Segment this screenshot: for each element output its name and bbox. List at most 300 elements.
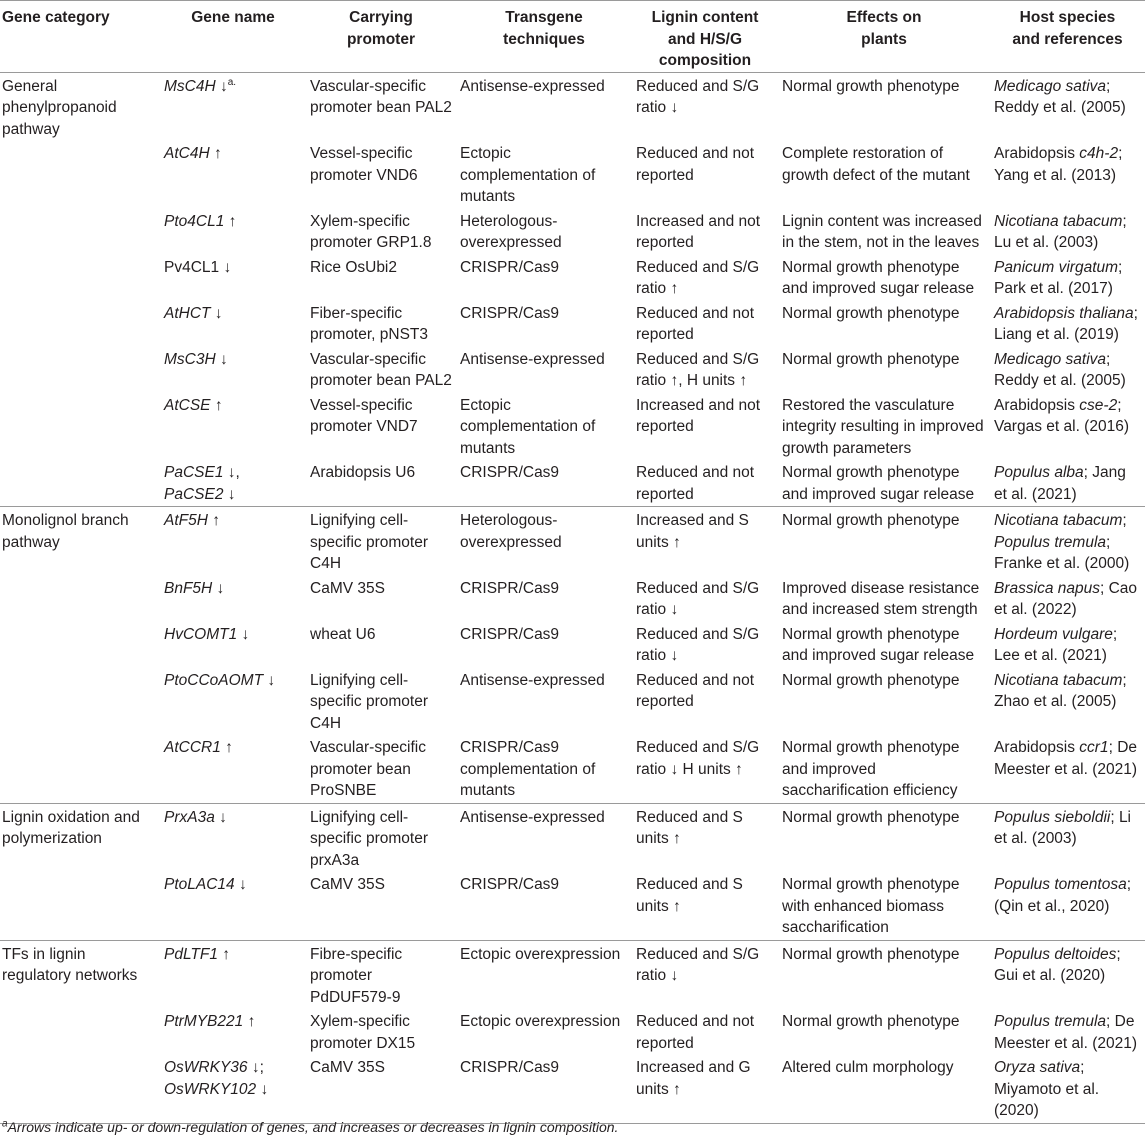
- cell-carrying-promoter: [306, 667, 456, 735]
- host-species-name: Panicum virgatum: [994, 258, 1119, 276]
- cell-transgene-technique: [456, 507, 632, 575]
- reference-text: ; Liang et al. (2019): [994, 304, 1138, 343]
- cell-effects-on-plants: [778, 575, 990, 621]
- cell-effects-on-plants-text: Normal growth phenotype and improved sugar release: [782, 464, 975, 503]
- regulation-arrow: ↓: [256, 1080, 269, 1098]
- cell-host-species: [990, 140, 1145, 208]
- header-gene-name: Gene name: [160, 1, 306, 73]
- host-species-name: Medicago sativa: [994, 77, 1107, 95]
- regulation-arrow: ↓: [234, 876, 247, 893]
- cell-carrying-promoter: [306, 300, 456, 346]
- cell-transgene-technique: [456, 300, 632, 346]
- cell-gene-category: [0, 140, 160, 208]
- cell-transgene-technique-text: CRISPR/Cas9: [460, 579, 560, 597]
- reference-text: ; Li et al. (2003): [994, 808, 1132, 847]
- reference-text: ; Park et al. (2017): [994, 258, 1123, 297]
- host-species-name: Hordeum vulgare: [994, 625, 1113, 643]
- cell-lignin-content: [632, 940, 778, 1008]
- cell-lignin-content-text: Reduced and S/G ratio ↓: [636, 625, 760, 664]
- cell-gene-name: [160, 208, 306, 254]
- table-row: [0, 72, 1145, 140]
- gene-name: PaCSE2: [164, 485, 224, 503]
- cell-carrying-promoter-text: Fibre-specific promoter PdDUF579-9: [310, 945, 403, 1006]
- cell-transgene-technique-text: Ectopic overexpression: [460, 945, 621, 963]
- cell-effects-on-plants-text: Complete restoration of growth defect of the mutant: [782, 145, 970, 184]
- cell-gene-category: [0, 459, 160, 507]
- header-gene-category: Gene category: [0, 1, 160, 73]
- host-species-name: Brassica napus: [994, 579, 1100, 597]
- gene-name: MsC4H: [164, 77, 216, 95]
- cell-gene-name: [160, 459, 306, 507]
- table-row: [0, 803, 1145, 871]
- table-row: [0, 300, 1145, 346]
- cell-effects-on-plants: [778, 392, 990, 460]
- cell-transgene-technique-text: Antisense-expressed: [460, 77, 605, 95]
- cell-host-species: [990, 392, 1145, 460]
- header-carrying-promoter: Carrying promoter: [306, 1, 456, 73]
- cell-effects-on-plants-text: Normal growth phenotype: [782, 350, 960, 368]
- cell-transgene-technique: [456, 392, 632, 460]
- cell-lignin-content: [632, 459, 778, 507]
- cell-effects-on-plants-text: Normal growth phenotype: [782, 77, 960, 95]
- cell-effects-on-plants: [778, 1054, 990, 1123]
- reference-text: ; Lu et al. (2003): [994, 212, 1127, 251]
- host-text: ;: [1122, 512, 1127, 529]
- cell-host-species: [990, 871, 1145, 940]
- cell-transgene-technique-text: Antisense-expressed: [460, 808, 605, 826]
- cell-effects-on-plants-text: Restored the vasculature integrity resulting in improved growth parameters: [782, 396, 984, 457]
- cell-gene-name: [160, 1054, 306, 1123]
- cell-carrying-promoter: [306, 621, 456, 667]
- cell-transgene-technique: [456, 346, 632, 392]
- gene-name: OsWRKY102: [164, 1080, 257, 1098]
- cell-lignin-content: [632, 871, 778, 940]
- cell-effects-on-plants: [778, 346, 990, 392]
- cell-host-species: [990, 734, 1145, 803]
- cell-transgene-technique: [456, 459, 632, 507]
- gene-name: PdLTF1: [164, 945, 218, 963]
- cell-lignin-content-text: Increased and S units ↑: [636, 512, 749, 551]
- cell-effects-on-plants: [778, 940, 990, 1008]
- cell-effects-on-plants-text: Normal growth phenotype: [782, 808, 960, 826]
- cell-effects-on-plants: [778, 459, 990, 507]
- cell-lignin-content: [632, 734, 778, 803]
- cell-carrying-promoter: [306, 575, 456, 621]
- cell-lignin-content-text: Increased and not reported: [636, 212, 761, 251]
- header-host-species: Host species and references: [990, 1, 1145, 73]
- cell-transgene-technique-text: CRISPR/Cas9: [460, 258, 560, 276]
- cell-lignin-content: [632, 575, 778, 621]
- regulation-arrow: ↑: [210, 396, 223, 414]
- cell-transgene-technique-text: CRISPR/Cas9: [460, 1059, 560, 1076]
- cell-transgene-technique: [456, 575, 632, 621]
- gene-name: PrxA3a: [164, 808, 215, 826]
- gene-name: OsWRKY36: [164, 1059, 248, 1076]
- cell-transgene-technique: [456, 254, 632, 300]
- cell-carrying-promoter-text: Vessel-specific promoter VND6: [310, 145, 418, 184]
- table-row: [0, 734, 1145, 803]
- reference-text: ; De Meester et al. (2021): [994, 1013, 1138, 1052]
- table-row: [0, 667, 1145, 735]
- cell-gene-name: [160, 254, 306, 300]
- cell-carrying-promoter: [306, 871, 456, 940]
- reference-text: ; Reddy et al. (2005): [994, 77, 1126, 116]
- table-row: [0, 940, 1145, 1008]
- cell-host-species: [990, 621, 1145, 667]
- cell-carrying-promoter: [306, 254, 456, 300]
- cell-carrying-promoter-text: Xylem-specific promoter GRP1.8: [310, 212, 432, 251]
- reference-text: ; Franke et al. (2000): [994, 533, 1130, 572]
- reference-text: ; (Qin et al., 2020): [994, 876, 1132, 915]
- gene-name: AtC4H: [164, 145, 210, 162]
- cell-carrying-promoter: [306, 392, 456, 460]
- cell-gene-category: [0, 392, 160, 460]
- cell-lignin-content: [632, 621, 778, 667]
- cell-effects-on-plants: [778, 871, 990, 940]
- footnote-marker: a.: [227, 76, 237, 88]
- gene-name: PtrMYB221: [164, 1013, 244, 1030]
- table-row: [0, 459, 1145, 507]
- cell-effects-on-plants: [778, 803, 990, 871]
- cell-lignin-content-text: Increased and G units ↑: [636, 1059, 751, 1098]
- host-species-name: Medicago sativa: [994, 350, 1107, 368]
- cell-carrying-promoter-text: Fiber-specific promoter, pNST3: [310, 304, 429, 343]
- cell-carrying-promoter-text: wheat U6: [310, 625, 376, 643]
- cell-lignin-content: [632, 1008, 778, 1054]
- reference-text: ; Yang et al. (2013): [994, 145, 1123, 184]
- cell-transgene-technique-text: CRISPR/Cas9 complementation of mutants: [460, 739, 596, 799]
- cell-transgene-technique-text: Ectopic complementation of mutants: [460, 145, 596, 205]
- cell-carrying-promoter-text: Vascular-specific promoter bean PAL2: [310, 77, 452, 116]
- host-species-name: Populus tremula: [994, 533, 1107, 551]
- table-row: [0, 140, 1145, 208]
- cell-lignin-content: [632, 140, 778, 208]
- header-lignin-content: Lignin content and H/S/G composition: [632, 1, 778, 73]
- cell-lignin-content: [632, 392, 778, 460]
- cell-carrying-promoter: [306, 940, 456, 1008]
- host-species-name: Populus tremula: [994, 1013, 1107, 1030]
- regulation-arrow: ↑: [224, 212, 237, 230]
- category-label: General phenylpropanoid pathway: [2, 77, 117, 138]
- cell-gene-category: [0, 734, 160, 803]
- cell-lignin-content-text: Reduced and not reported: [636, 145, 755, 184]
- cell-gene-category: [0, 254, 160, 300]
- regulation-arrow: ↓: [263, 671, 276, 689]
- reference-text: ; Zhao et al. (2005): [994, 671, 1127, 710]
- regulation-arrow: ↓: [210, 304, 223, 322]
- cell-gene-category: [0, 871, 160, 940]
- cell-lignin-content: [632, 254, 778, 300]
- cell-gene-name: [160, 621, 306, 667]
- cell-lignin-content: [632, 72, 778, 140]
- cell-gene-category: [0, 346, 160, 392]
- cell-gene-category: [0, 1054, 160, 1123]
- header-row: [0, 1, 1145, 73]
- reference-text: ; Jang et al. (2021): [994, 464, 1126, 503]
- cell-transgene-technique-text: CRISPR/Cas9: [460, 876, 560, 893]
- cell-gene-name: [160, 803, 306, 871]
- cell-effects-on-plants: [778, 72, 990, 140]
- regulation-arrow: ↓,: [223, 464, 240, 481]
- host-species-name: ccr1: [1079, 739, 1109, 756]
- cell-carrying-promoter: [306, 459, 456, 507]
- cell-carrying-promoter-text: CaMV 35S: [310, 876, 385, 893]
- cell-lignin-content-text: Reduced and not reported: [636, 1013, 755, 1052]
- gene-name: MsC3H: [164, 350, 216, 368]
- cell-lignin-content-text: Reduced and S units ↑: [636, 876, 743, 915]
- cell-carrying-promoter: [306, 803, 456, 871]
- host-species-name: Arabidopsis thaliana: [994, 304, 1134, 322]
- cell-gene-category: [0, 667, 160, 735]
- table-row: [0, 1054, 1145, 1123]
- cell-gene-category: [0, 575, 160, 621]
- cell-host-species: [990, 254, 1145, 300]
- reference-text: ; Gui et al. (2020): [994, 945, 1121, 984]
- cell-lignin-content-text: Reduced and S/G ratio ↑, H units ↑: [636, 350, 760, 389]
- cell-effects-on-plants: [778, 734, 990, 803]
- cell-transgene-technique: [456, 803, 632, 871]
- cell-lignin-content-text: Reduced and not reported: [636, 671, 755, 710]
- reference-text: ; Reddy et al. (2005): [994, 350, 1126, 389]
- regulation-arrow: ↑: [220, 739, 233, 756]
- cell-lignin-content: [632, 1054, 778, 1123]
- gene-name: AtHCT: [164, 304, 211, 322]
- cell-transgene-technique: [456, 734, 632, 803]
- cell-carrying-promoter-text: Lignifying cell-specific promoter C4H: [310, 671, 429, 732]
- cell-effects-on-plants: [778, 300, 990, 346]
- host-species-name: Oryza sativa: [994, 1059, 1081, 1076]
- cell-carrying-promoter-text: Lignifying cell-specific promoter C4H: [310, 512, 429, 572]
- cell-gene-name: [160, 667, 306, 735]
- cell-host-species: [990, 507, 1145, 575]
- cell-effects-on-plants-text: Normal growth phenotype with enhanced biomass saccharification: [782, 876, 960, 936]
- cell-effects-on-plants-text: Normal growth phenotype and improved saccharification efficiency: [782, 739, 960, 799]
- cell-lignin-content-text: Reduced and S/G ratio ↓: [636, 77, 760, 116]
- header-effects-on-plants: Effects on plants: [778, 1, 990, 73]
- cell-transgene-technique: [456, 871, 632, 940]
- cell-host-species: [990, 667, 1145, 735]
- cell-lignin-content: [632, 346, 778, 392]
- cell-effects-on-plants: [778, 507, 990, 575]
- cell-effects-on-plants-text: Normal growth phenotype: [782, 512, 960, 529]
- host-text: Arabidopsis: [994, 739, 1080, 756]
- gene-name: Pv4CL1 ↓: [164, 258, 232, 276]
- category-label: Lignin oxidation and polymerization: [2, 808, 140, 847]
- reference-text: ; Vargas et al. (2016): [994, 396, 1129, 435]
- cell-effects-on-plants: [778, 1008, 990, 1054]
- gene-name: AtCSE: [164, 396, 211, 414]
- cell-gene-category: [0, 72, 160, 140]
- cell-gene-name: [160, 392, 306, 460]
- cell-effects-on-plants: [778, 621, 990, 667]
- cell-lignin-content-text: Reduced and not reported: [636, 304, 755, 343]
- cell-lignin-content: [632, 667, 778, 735]
- cell-host-species: [990, 346, 1145, 392]
- host-species-name: Nicotiana tabacum: [994, 512, 1123, 529]
- cell-effects-on-plants: [778, 140, 990, 208]
- cell-transgene-technique-text: Heterologous-overexpressed: [460, 512, 562, 551]
- cell-lignin-content: [632, 803, 778, 871]
- table-row: [0, 208, 1145, 254]
- cell-transgene-technique: [456, 667, 632, 735]
- regulation-arrow: ↓: [212, 579, 225, 597]
- table-footnote: $^a$Arrows indicate up- or down-regulation of genes, and increases or decreases in lignin composition.: [2, 1118, 619, 1135]
- host-species-name: Populus alba: [994, 464, 1084, 481]
- cell-carrying-promoter-text: Rice OsUbi2: [310, 258, 397, 276]
- cell-host-species: [990, 300, 1145, 346]
- host-species-name: Populus deltoides: [994, 945, 1117, 963]
- host-species-name: Populus sieboldii: [994, 808, 1111, 826]
- category-label: Monolignol branch pathway: [2, 512, 129, 551]
- cell-carrying-promoter: [306, 140, 456, 208]
- cell-host-species: [990, 459, 1145, 507]
- gene-name: PaCSE1: [164, 464, 224, 481]
- cell-host-species: [990, 1008, 1145, 1054]
- cell-gene-name: [160, 140, 306, 208]
- cell-gene-name: [160, 734, 306, 803]
- table-row: [0, 507, 1145, 575]
- regulation-arrow: ↓: [237, 625, 250, 643]
- host-species-name: Nicotiana tabacum: [994, 212, 1123, 230]
- cell-effects-on-plants: [778, 208, 990, 254]
- cell-transgene-technique-text: Heterologous-overexpressed: [460, 212, 562, 251]
- cell-host-species: [990, 803, 1145, 871]
- cell-transgene-technique-text: Ectopic overexpression: [460, 1013, 621, 1030]
- regulation-arrow: ↑: [207, 512, 220, 529]
- cell-effects-on-plants: [778, 667, 990, 735]
- cell-lignin-content: [632, 208, 778, 254]
- cell-gene-category: [0, 803, 160, 871]
- regulation-arrow: ↑: [209, 145, 222, 162]
- cell-lignin-content-text: Reduced and S/G ratio ↓: [636, 579, 760, 618]
- reference-text: ; Lee et al. (2021): [994, 625, 1118, 664]
- cell-carrying-promoter: [306, 346, 456, 392]
- cell-transgene-technique: [456, 621, 632, 667]
- regulation-arrow: ↑: [218, 945, 231, 963]
- cell-effects-on-plants-text: Normal growth phenotype: [782, 945, 960, 963]
- cell-host-species: [990, 940, 1145, 1008]
- cell-gene-category: [0, 507, 160, 575]
- cell-effects-on-plants-text: Lignin content was increased in the stem, not in the leaves: [782, 212, 982, 251]
- cell-gene-name: [160, 507, 306, 575]
- cell-gene-name: [160, 300, 306, 346]
- cell-transgene-technique: [456, 72, 632, 140]
- cell-host-species: [990, 575, 1145, 621]
- cell-gene-category: [0, 1008, 160, 1054]
- cell-lignin-content-text: Reduced and not reported: [636, 464, 755, 503]
- cell-effects-on-plants-text: Normal growth phenotype: [782, 671, 960, 689]
- gene-name: AtF5H: [164, 512, 208, 529]
- cell-carrying-promoter-text: Vascular-specific promoter bean PAL2: [310, 350, 452, 389]
- table-row: [0, 621, 1145, 667]
- gene-name: PtoCCoAOMT: [164, 671, 264, 689]
- table-row: [0, 871, 1145, 940]
- reference-text: ; Miyamoto et al. (2020): [994, 1059, 1100, 1119]
- cell-effects-on-plants: [778, 254, 990, 300]
- cell-carrying-promoter-text: Vessel-specific promoter VND7: [310, 396, 418, 435]
- cell-gene-name: [160, 575, 306, 621]
- cell-effects-on-plants-text: Normal growth phenotype: [782, 304, 960, 322]
- regulation-arrow: ↓: [223, 485, 236, 503]
- cell-effects-on-plants-text: Improved disease resistance and increased stem strength: [782, 579, 980, 618]
- cell-gene-category: [0, 208, 160, 254]
- gene-name: PtoLAC14: [164, 876, 235, 893]
- table-body: [0, 72, 1145, 1123]
- cell-transgene-technique: [456, 140, 632, 208]
- cell-host-species: [990, 208, 1145, 254]
- gene-name: AtCCR1: [164, 739, 221, 756]
- cell-gene-category: [0, 300, 160, 346]
- cell-transgene-technique: [456, 940, 632, 1008]
- host-species-name: c4h-2: [1079, 145, 1119, 162]
- table-row: [0, 346, 1145, 392]
- cell-carrying-promoter: [306, 1054, 456, 1123]
- cell-carrying-promoter-text: Lignifying cell-specific promoter prxA3a: [310, 808, 429, 869]
- cell-gene-name: [160, 940, 306, 1008]
- regulation-arrow: ↓: [215, 77, 228, 95]
- cell-effects-on-plants-text: Normal growth phenotype and improved sugar release: [782, 258, 975, 297]
- cell-carrying-promoter-text: CaMV 35S: [310, 1059, 385, 1076]
- cell-carrying-promoter-text: Vascular-specific promoter bean ProSNBE: [310, 739, 427, 799]
- cell-gene-name: [160, 346, 306, 392]
- cell-transgene-technique-text: CRISPR/Cas9: [460, 625, 560, 643]
- cell-transgene-technique-text: Ectopic complementation of mutants: [460, 396, 596, 457]
- cell-carrying-promoter: [306, 507, 456, 575]
- host-species-name: cse-2: [1079, 396, 1118, 414]
- cell-carrying-promoter: [306, 72, 456, 140]
- cell-transgene-technique-text: Antisense-expressed: [460, 350, 605, 368]
- cell-gene-name: [160, 871, 306, 940]
- category-label: TFs in lignin regulatory networks: [2, 945, 138, 984]
- cell-lignin-content: [632, 507, 778, 575]
- cell-host-species: [990, 1054, 1145, 1123]
- cell-lignin-content-text: Reduced and S/G ratio ↓: [636, 945, 760, 984]
- reference-text: ; Cao et al. (2022): [994, 579, 1138, 618]
- regulation-arrow: ↓: [215, 350, 228, 368]
- table-row: [0, 254, 1145, 300]
- cell-host-species: [990, 72, 1145, 140]
- cell-carrying-promoter: [306, 734, 456, 803]
- table-row: [0, 1008, 1145, 1054]
- host-species-name: Populus tomentosa: [994, 876, 1127, 893]
- reference-text: ; De Meester et al. (2021): [994, 739, 1138, 778]
- cell-gene-name: [160, 1008, 306, 1054]
- cell-lignin-content-text: Reduced and S units ↑: [636, 808, 743, 847]
- cell-transgene-technique-text: CRISPR/Cas9: [460, 464, 560, 481]
- cell-gene-name: [160, 72, 306, 140]
- cell-carrying-promoter: [306, 1008, 456, 1054]
- cell-transgene-technique: [456, 1054, 632, 1123]
- cell-lignin-content-text: Reduced and S/G ratio ↑: [636, 258, 760, 297]
- cell-carrying-promoter-text: Arabidopsis U6: [310, 464, 416, 481]
- header-transgene-techniques: Transgene techniques: [456, 1, 632, 73]
- cell-effects-on-plants-text: Normal growth phenotype: [782, 1013, 960, 1030]
- host-text: Arabidopsis: [994, 396, 1080, 414]
- cell-lignin-content: [632, 300, 778, 346]
- cell-gene-category: [0, 621, 160, 667]
- cell-transgene-technique: [456, 1008, 632, 1054]
- table-row: [0, 575, 1145, 621]
- gene-name: Pto4CL1: [164, 212, 225, 230]
- table-row: [0, 392, 1145, 460]
- cell-transgene-technique: [456, 208, 632, 254]
- gene-name: HvCOMT1: [164, 625, 238, 643]
- gene-name: BnF5H: [164, 579, 213, 597]
- cell-effects-on-plants-text: Altered culm morphology: [782, 1059, 954, 1076]
- cell-lignin-content-text: Reduced and S/G ratio ↓ H units ↑: [636, 739, 760, 778]
- host-text: Arabidopsis: [994, 145, 1080, 162]
- cell-carrying-promoter: [306, 208, 456, 254]
